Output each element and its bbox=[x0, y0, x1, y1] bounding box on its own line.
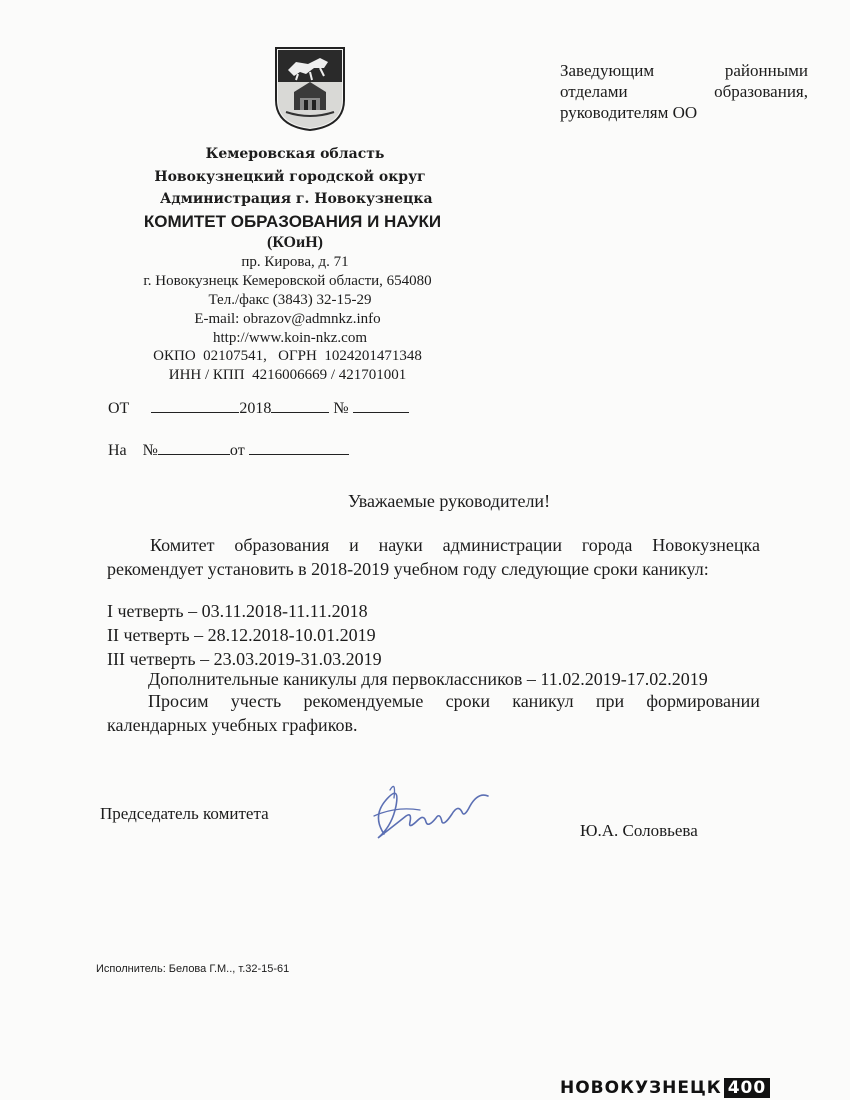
addressee-word: отделами bbox=[560, 82, 628, 101]
reply-label: На bbox=[108, 442, 127, 459]
word: Новокузнецка bbox=[652, 535, 760, 555]
footer-brand-text: НОВОКУЗНЕЦК bbox=[560, 1078, 722, 1098]
addressee-word: районными bbox=[724, 61, 808, 80]
footer-brand-logo bbox=[560, 1078, 770, 1098]
number-label: № bbox=[333, 400, 349, 417]
word: образования bbox=[234, 535, 330, 555]
quarter-1-holidays: I четверть – 03.11.2018-11.11.2018 bbox=[107, 601, 368, 621]
header-address-street: пр. Кирова, д. 71 bbox=[241, 254, 349, 270]
para1-second-line: рекомендует установить в 2018-2019 учебном году следующие сроки каникул: bbox=[107, 559, 709, 579]
addressee-line: руководителям ОО bbox=[560, 103, 698, 122]
header-address-city: г. Новокузнецк Кемеровской области, 654080 bbox=[143, 273, 432, 289]
coat-of-arms-emblem bbox=[274, 46, 346, 132]
word: Комитет bbox=[150, 535, 215, 555]
year-value: 2018 bbox=[239, 400, 272, 417]
header-administration: Администрация г. Новокузнецка bbox=[160, 191, 433, 207]
word: сроки bbox=[445, 691, 490, 711]
signer-position: Председатель комитета bbox=[100, 804, 269, 823]
word: Просим bbox=[148, 691, 209, 711]
from-label: ОТ bbox=[108, 400, 130, 417]
para1-first-line bbox=[150, 534, 760, 556]
reply-ref-row bbox=[108, 440, 349, 460]
header-committee: КОМИТЕТ ОБРАЗОВАНИЯ И НАУКИ bbox=[143, 212, 442, 231]
year-blank bbox=[271, 398, 329, 413]
first-grade-extra-holidays: Дополнительные каникулы для первоклассников – 11.02.2019-17.02.2019 bbox=[148, 669, 708, 689]
word: каникул bbox=[512, 691, 574, 711]
word: и bbox=[349, 535, 359, 555]
executor-note: Исполнитель: Белова Г.М.., т.32-15-61 bbox=[96, 963, 290, 975]
header-okpo-ogrn: ОКПО 02107541, ОГРН 1024201471348 bbox=[153, 348, 422, 364]
addressee-word: Заведующим bbox=[560, 61, 655, 80]
word: администрации bbox=[442, 535, 562, 555]
outgoing-ref-row bbox=[108, 398, 409, 418]
header-district: Новокузнецкий городской округ bbox=[154, 169, 426, 185]
date-blank bbox=[151, 398, 239, 413]
reply-number-blank bbox=[158, 440, 230, 455]
header-abbr: (КОиН) bbox=[267, 234, 323, 251]
word: города bbox=[581, 535, 633, 555]
header-inn-kpp: ИНН / КПП 4216006669 / 421701001 bbox=[168, 367, 407, 383]
reply-date-blank bbox=[249, 440, 349, 455]
header-email: E-mail: obrazov@admnkz.info bbox=[194, 311, 381, 327]
greeting: Уважаемые руководители! bbox=[348, 491, 551, 511]
para2-first-line bbox=[148, 690, 760, 712]
word: рекомендуемые bbox=[303, 691, 424, 711]
para2-second-line: календарных учебных графиков. bbox=[107, 715, 358, 735]
header-website: http://www.koin-nkz.com bbox=[212, 330, 367, 346]
number-blank bbox=[353, 398, 409, 413]
addressee-word: образования, bbox=[714, 82, 808, 101]
footer-brand-number: 400 bbox=[724, 1078, 771, 1098]
signer-name: Ю.А. Соловьева bbox=[580, 821, 698, 840]
word: науки bbox=[378, 535, 423, 555]
addressee-block bbox=[560, 60, 808, 123]
reply-from-label: от bbox=[229, 442, 245, 459]
quarter-2-holidays: II четверть – 28.12.2018-10.01.2019 bbox=[107, 625, 376, 645]
reply-number-label: № bbox=[142, 442, 158, 459]
word: учесть bbox=[230, 691, 282, 711]
handwritten-signature bbox=[366, 776, 496, 852]
word: при bbox=[595, 691, 625, 711]
header-phone: Тел./факс (3843) 32-15-29 bbox=[208, 292, 372, 308]
word: формировании bbox=[646, 691, 760, 711]
quarter-3-holidays: III четверть – 23.03.2019-31.03.2019 bbox=[107, 649, 382, 669]
header-region: Кемеровская область bbox=[205, 146, 385, 162]
